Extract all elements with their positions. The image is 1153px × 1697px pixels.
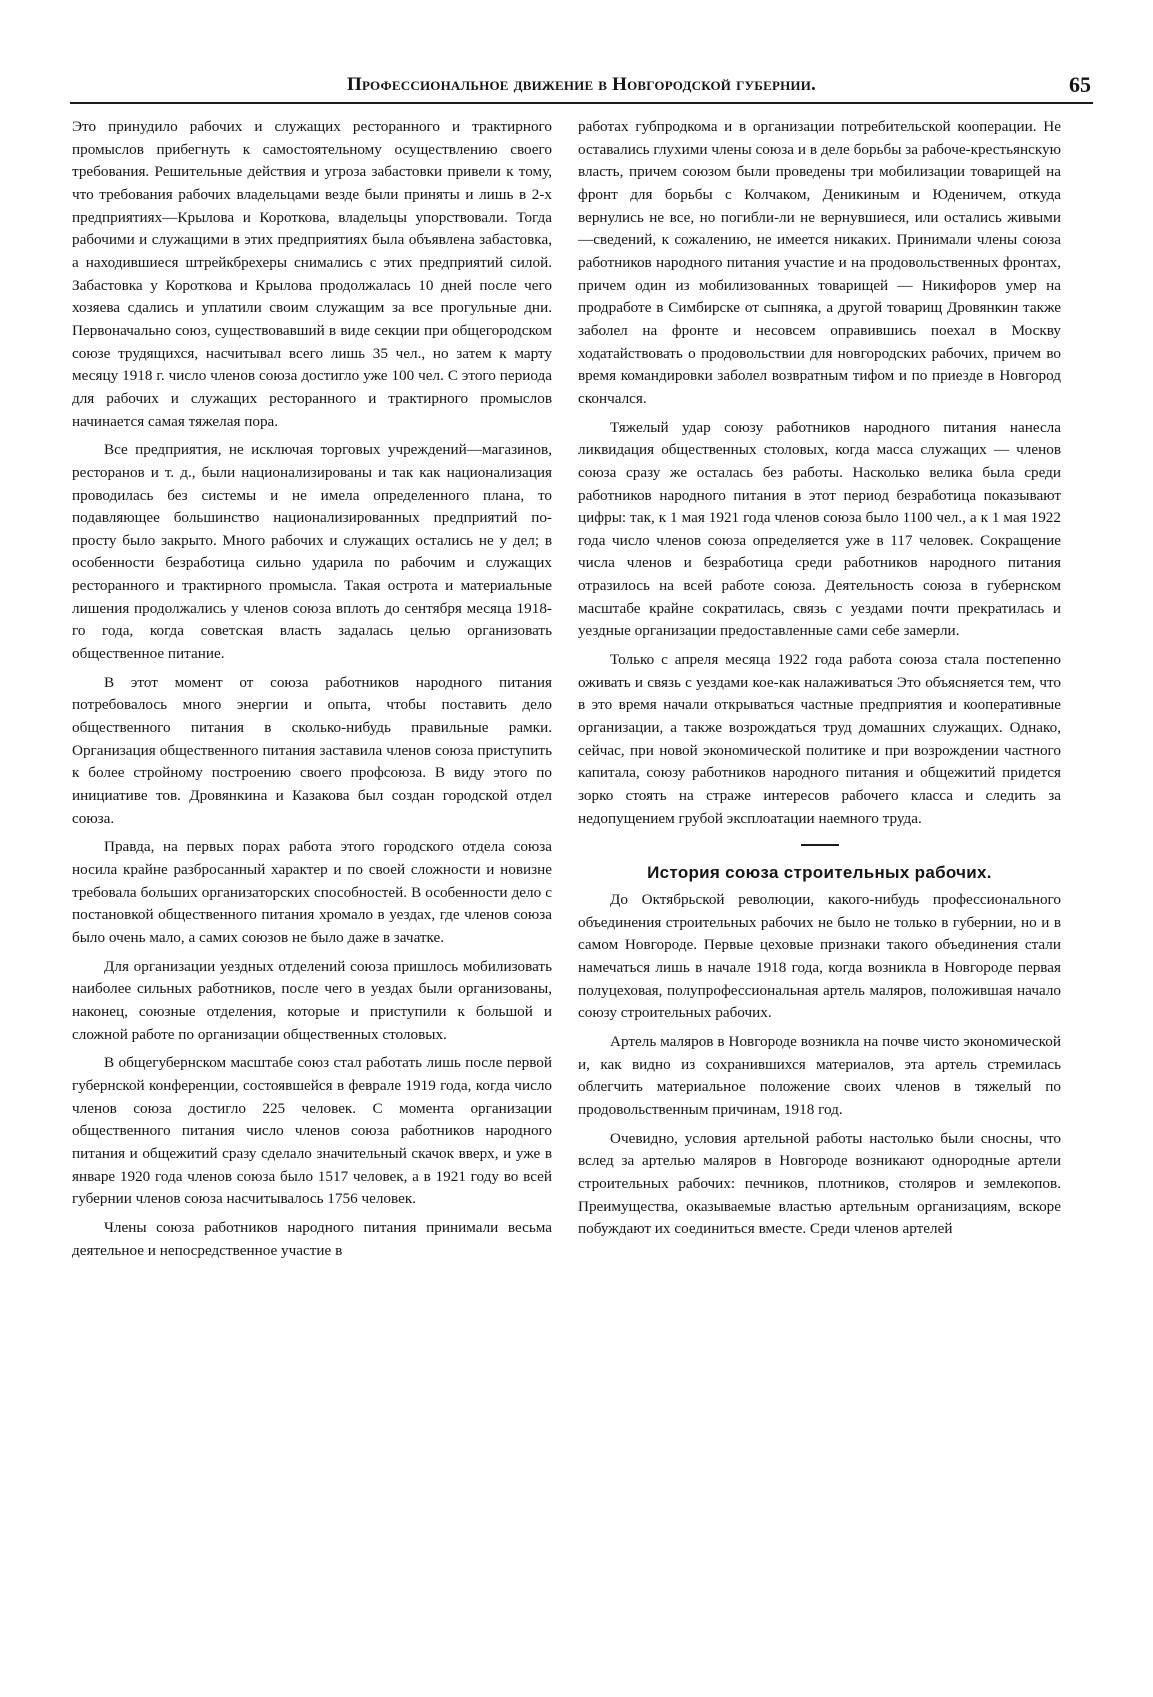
paragraph: Это принудило рабочих и служащих ресторанного и трактирного промыслов прибегнуть к самостоятельному осуществлению своего требования. Решительные действия и угроза забастовки привели к тому, что требования рабочих владельцами везде были приняты и лишь в 2-х предприятиях—Крылова и Короткова, владельцы упорствовали. Тогда рабочими и служащими в этих предприятиях была объявлена забастовка, а находившиеся штрейкбрехеры снимались с этих предприятий силой. Забастовка у Короткова и Крылова продолжалась 10 дней после чего хозяева сдались и уплатили своим служащим за все прогульные дни. Первоначально союз, существовавший в виде секции при общегородском союзе трудящихся, насчитывал всего лишь 35 чел., но затем к марту месяцу 1918 г. число членов союза достигло уже 100 чел. С этого периода для рабочих и служащих ресторанного и трактирного промыслов начинается самая тяжелая пора.: [72, 118, 552, 430]
paragraph: Правда, на первых порах работа этого городского отдела союза носила крайне разбросанный характер и по своей сложности и новизне требовала больших организаторских способностей. В особенности дело с постановкой общественного питания хромало в уездах, где членов союза было очень мало, а самих союзов не было даже в зачатке.: [72, 838, 552, 946]
paragraph: Только с апреля месяца 1922 года работа союза стала постепенно оживать и связь с уездами кое-как налаживаться Это объясняется тем, что в это время начали открываться частные предприятия и кооперативные организации, а также возрождаться труд домашних служащих. Однако, сейчас, при новой экономической политике и при возрождении частного капитала, союзу работников народного питания и общежитий придется зорко стоять на страже интересов рабочего класса и следить за недопущением грубой эксплоатации наемного труда.: [578, 651, 1061, 827]
paragraph: Артель маляров в Новгороде возникла на почве чисто экономической и, как видно из сохранившихся материалов, эта артель стремилась облегчить материальное положение своих членов в тяжелый по продовольственным причинам, 1918 год.: [578, 1032, 1061, 1118]
page-number: 65: [1069, 72, 1091, 97]
left-column: [72, 116, 552, 1268]
right-column: [578, 116, 1061, 1247]
paragraph: Члены союза работников народного питания принимали весьма деятельное и непосредственное участие в: [72, 1218, 552, 1259]
section-heading: История союза строительных рабочих.: [647, 863, 992, 883]
running-title: Профессиональное движение в Новгородской губернии.: [347, 74, 816, 95]
paragraph: В общегубернском масштабе союз стал работать лишь после первой губернской конференции, состоявшейся в феврале 1919 года, когда число членов союза достигло 225 человек. С момента организации общественного питания число членов союза работников народного питания и общежитий сразу сделало значительный скачок вверх, и уже в январе 1920 года членов союза было 1517 человек, а в 1921 году во всей губернии членов союза насчитывалось 1756 человек.: [72, 1054, 552, 1208]
paragraph: работах губпродкома и в организации потребительской кооперации. Не оставались глухими члены союза и в деле борьбы за рабоче-крестьянскую власть, причем союзом были проведены три мобилизации товарищей на фронт для борьбы с Колчаком, Деникиным и Юденичем, откуда вернулись не все, но погибли-ли не вернувшиеся, или остались живыми—сведений, к сожалению, не имеется никаких. Принимали члены союза работников народного питания участие и на продовольственных фронтах, причем один из мобилизованных товарищей — Никифоров умер на продработе в Симбирске от сыпняка, а другой товарищ Дровянкин также заболел на фронте и несовсем оправившись поехал в Москву ходатайствовать о продовольствии для новгородских рабочих, причем во время командировки заболел возвратным тифом и по приезде в Новгород скончался.: [578, 118, 1061, 407]
paragraph: В этот момент от союза работников народного питания потребовалось много энергии и опыта, чтобы поставить дело общественного питания в сколько-нибудь правильные рамки. Организация общественного питания заставила членов союза приступить к более стройному построению своего профсоюза. В виду этого по инициативе тов. Дровянкина и Казакова был создан городской отдел союза.: [72, 673, 552, 827]
paragraph: Все предприятия, не исключая торговых учреждений—магазинов, ресторанов и т. д., были национализированы и так как национализация проводилась без системы и не имела определенного плана, то подавляющее большинство национализированных предприятий по-просту было закрыто. Много рабочих и служащих остались не у дел; в особенности безработица сильно ударила по рабочим и служащих ресторанного и трактирного промысла. Такая острота и материальные лишения продолжались у членов союза вплоть до сентября месяца 1918-го года, когда советская власть задалась целью организовать общественное питание.: [72, 441, 552, 663]
paragraph: Тяжелый удар союзу работников народного питания нанесла ликвидация общественных столовых, когда масса служащих — членов союза сразу же осталась без работы. Насколько велика была среди работников народного питания в этот период безработица показывают цифры: так, к 1 мая 1921 года членов союза было 1100 чел., а к 1 мая 1922 года число членов союза определяется уже в 117 человек. Сокращение числа членов и безработица среди работников народного питания отразилось на всей работе союза. Деятельность союза в губернском масштабе крайне сократилась, связь с уездами почти прекратилась и уездные организации предоставленные сами себе замерли.: [578, 418, 1061, 640]
section-separator: [801, 844, 839, 846]
paragraph: Для организации уездных отделений союза пришлось мобилизовать наиболее сильных работников, после чего в уездах были организованы, наконец, союзные отделения, которые и приступили к большой и сложной работе по организации общественных столовых.: [72, 957, 552, 1043]
header-rule: [70, 102, 1093, 104]
paragraph: Очевидно, условия артельной работы настолько были сносны, что вслед за артелью маляров в Новгороде возникают однородные артели строительных рабочих: печников, плотников, столяров и землекопов. Преимущества, оказываемые властью артельным организациям, вскоре побуждают их соединиться вместе. Среди членов артелей: [578, 1129, 1061, 1238]
paragraph: До Октябрьской революции, какого-нибудь профессионального объединения строительных рабочих не было не только в губернии, но и в самом Новгороде. Первые цеховые признаки такого объединения стали намечаться лишь в начале 1918 года, когда возникла в Новгороде первая полуцеховая, полупрофессиональная артель маляров, положившая начало союзу строительных рабочих.: [578, 891, 1061, 1022]
running-header: [70, 60, 1093, 100]
